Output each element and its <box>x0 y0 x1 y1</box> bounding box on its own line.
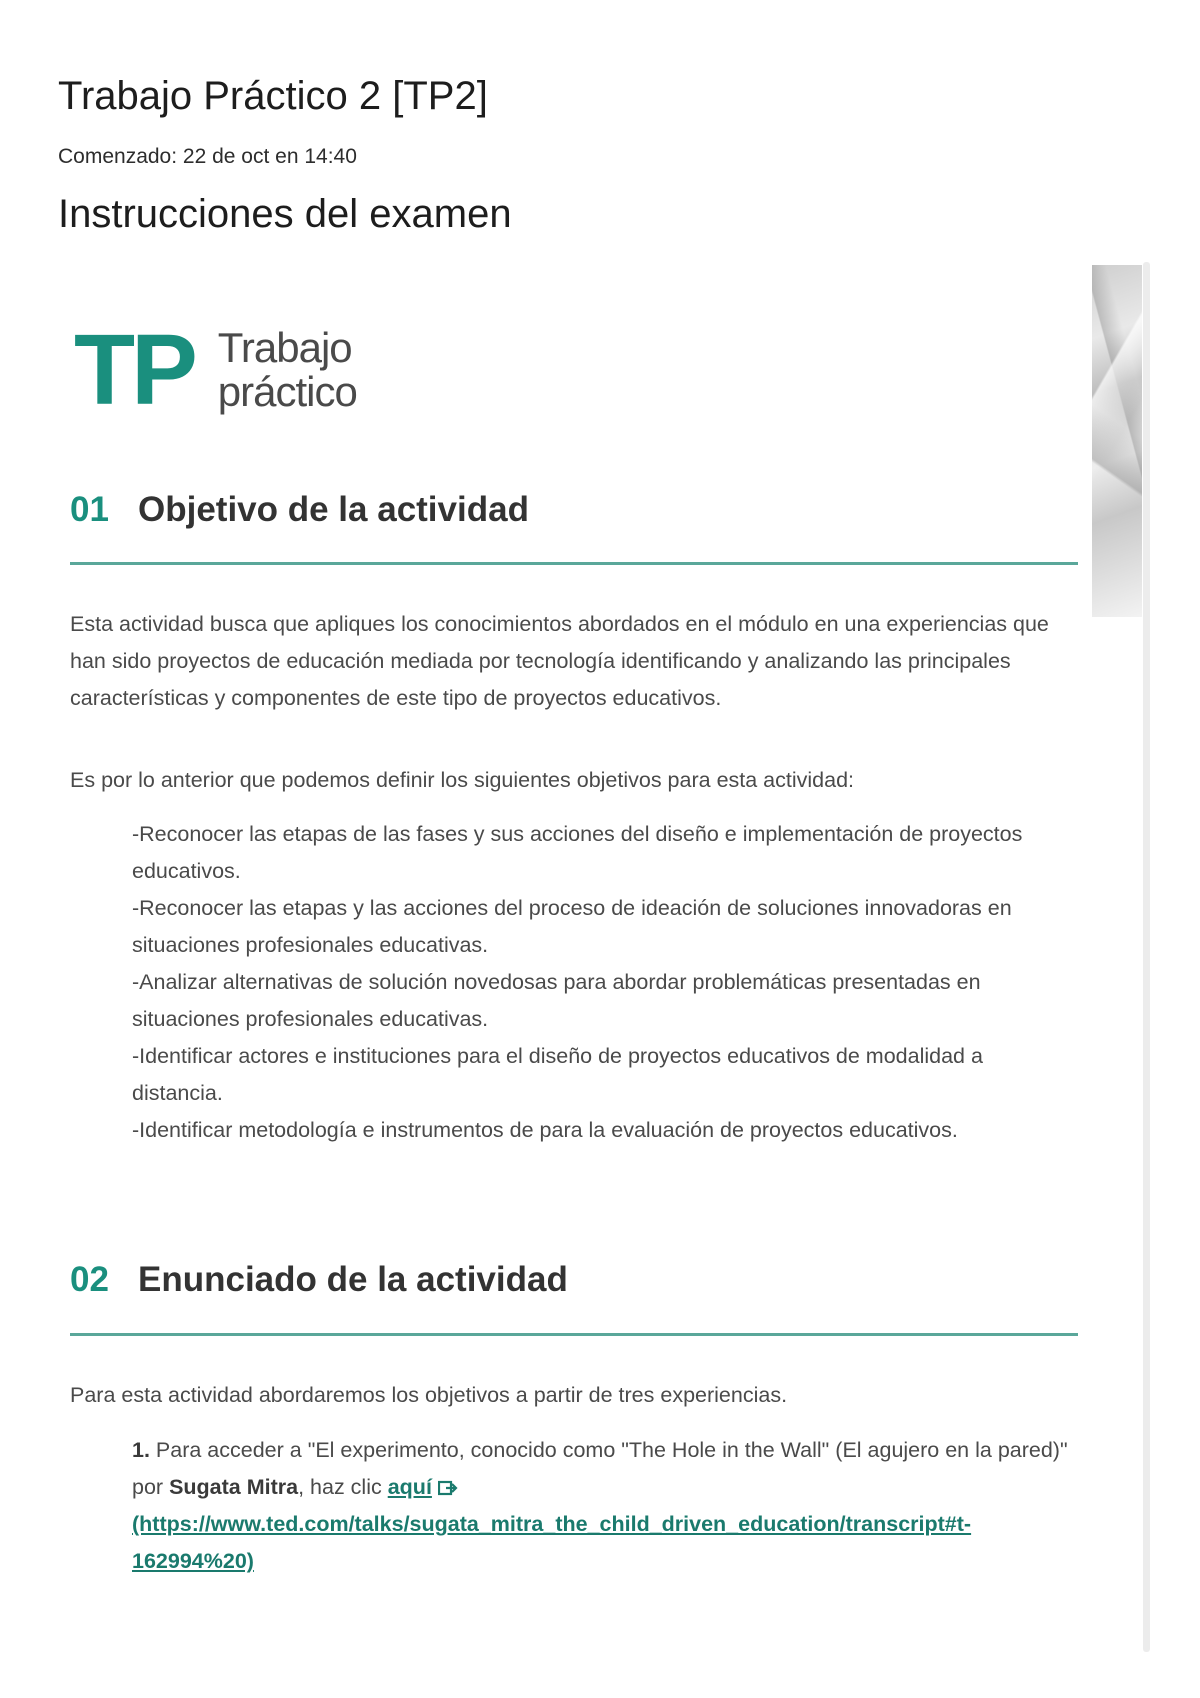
section-title: Enunciado de la actividad <box>138 1260 568 1299</box>
section-divider <box>70 1333 1078 1336</box>
section-divider <box>70 562 1078 565</box>
step-text-after: , haz clic <box>298 1475 388 1499</box>
step-1 <box>132 1432 1072 1580</box>
objective-paragraph: Esta actividad busca que apliques los conocimientos abordados en el módulo en una experiencias que han sido proyectos de educación mediada por tecnología identificando y analizando las principales características y componentes de este tipo de proyectos educativos. <box>70 612 1049 710</box>
external-link-icon <box>438 1480 458 1496</box>
list-item: -Reconocer las etapas y las acciones del proceso de ideación de soluciones innovadoras en situaciones profesionales educativas. <box>132 896 1012 957</box>
list-item: -Identificar metodología e instrumentos de para la evaluación de proyectos educativos. <box>132 1118 958 1142</box>
activity-intro: Para esta actividad abordaremos los objetivos a partir de tres experiencias. <box>70 1383 788 1407</box>
objectives-intro: Es por lo anterior que podemos definir los siguientes objetivos para esta actividad: <box>70 768 855 792</box>
section-heading-objetivo <box>70 490 529 530</box>
logo-line1: Trabajo <box>217 324 352 371</box>
aqui-link[interactable] <box>388 1475 432 1499</box>
objectives-list <box>132 816 1072 1149</box>
ted-url-link[interactable]: (https://www.ted.com/talks/sugata_mitra_the_child_driven_education/transcript#t-162994%20) <box>132 1512 972 1573</box>
tp-logo <box>74 314 357 426</box>
decorative-side-image <box>1092 265 1142 617</box>
logo-mark: TP <box>74 314 194 426</box>
list-item: -Reconocer las etapas de las fases y sus acciones del diseño e implementación de proyectos educativos. <box>132 822 1023 883</box>
list-item: -Identificar actores e instituciones para el diseño de proyectos educativos de modalidad a distancia. <box>132 1044 983 1105</box>
section-heading-enunciado <box>70 1260 568 1300</box>
started-timestamp: Comenzado: 22 de oct en 14:40 <box>58 145 357 168</box>
section-number: 02 <box>70 1260 109 1299</box>
scrollbar[interactable] <box>1143 262 1150 1652</box>
logo-line2: práctico <box>217 368 357 415</box>
section-title: Objetivo de la actividad <box>138 490 529 529</box>
step-number: 1. <box>132 1438 150 1462</box>
list-item: -Analizar alternativas de solución novedosas para abordar problemáticas presentadas en situaciones profesionales educativas. <box>132 970 981 1031</box>
step-text: Para acceder a "El experimento, conocido como "The Hole in the Wall" (El agujero en la pared)" por <box>132 1438 1068 1499</box>
page-title: Trabajo Práctico 2 [TP2] <box>58 74 488 118</box>
instructions-title: Instrucciones del examen <box>58 192 512 236</box>
link-label: aquí <box>387 1475 432 1499</box>
logo-text <box>218 326 357 414</box>
author-name: Sugata Mitra <box>169 1475 299 1499</box>
section-number: 01 <box>70 490 109 529</box>
